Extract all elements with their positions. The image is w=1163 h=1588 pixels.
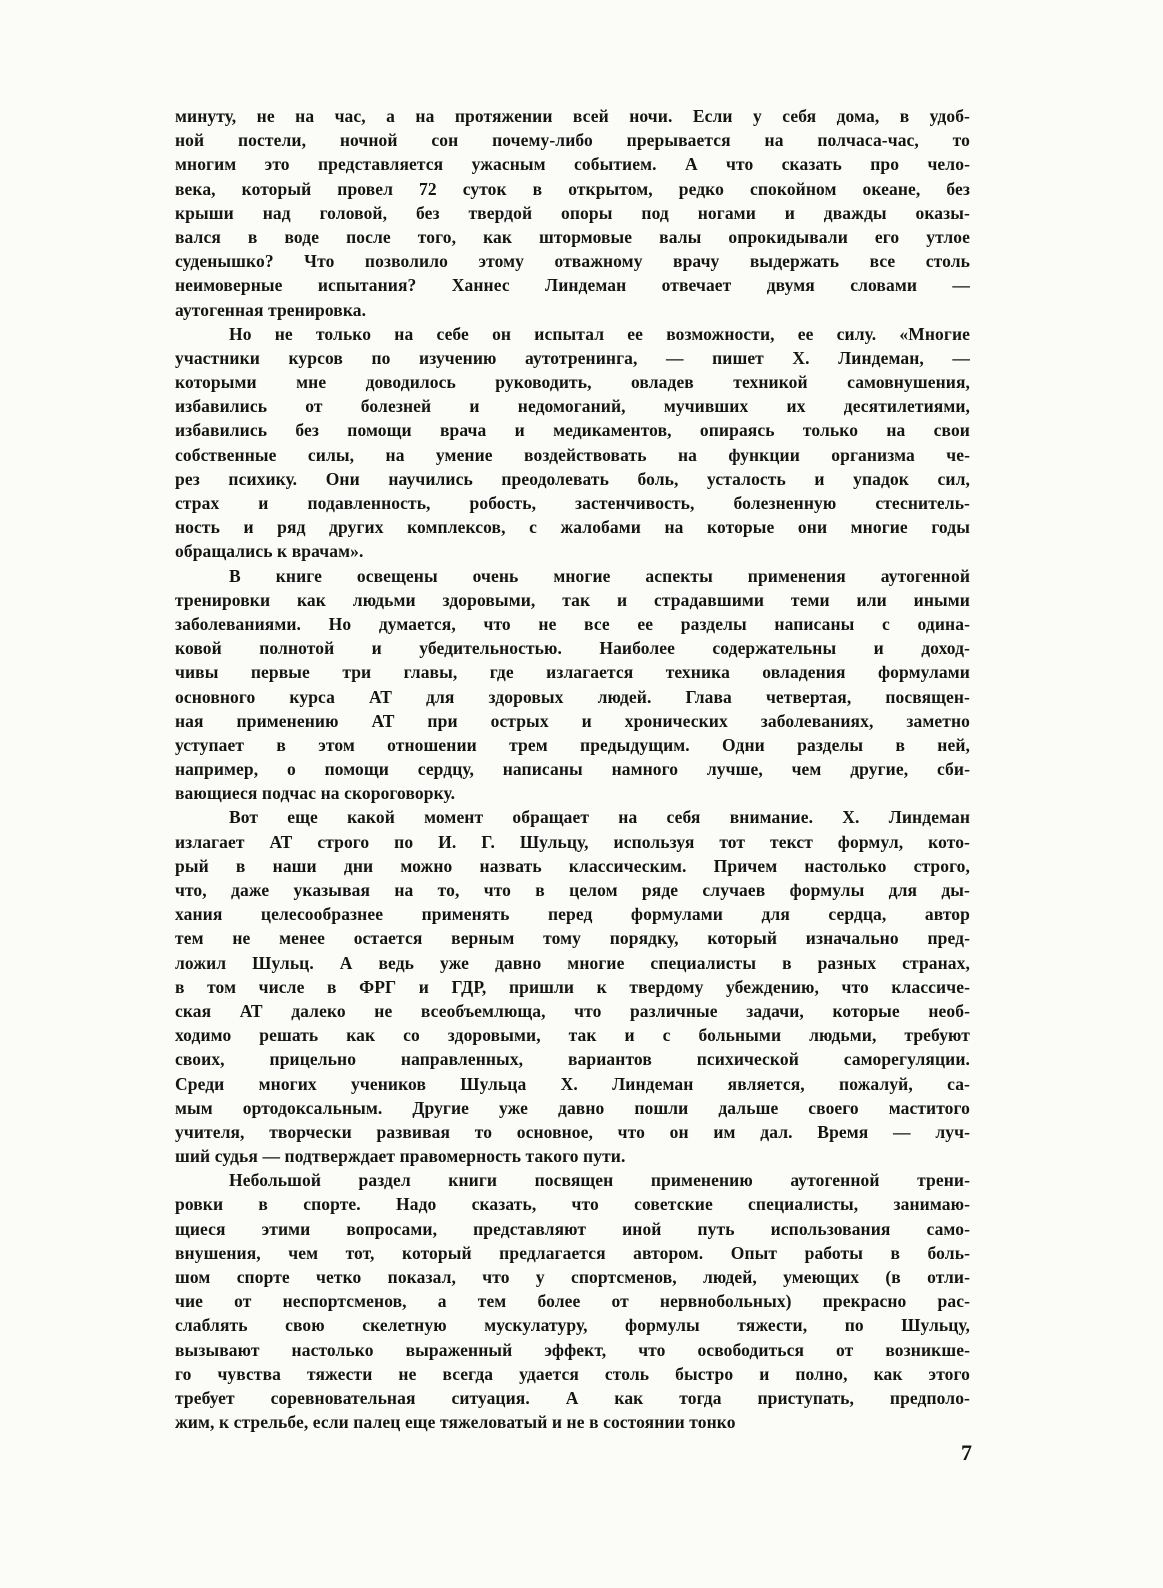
text-line: излагает АТ строго по И. Г. Шульцу, используя тот текст формул, кото- [175,831,970,852]
text-line: внушения, чем тот, который предлагается автором. Опыт работы в боль- [175,1242,970,1263]
text-line: ший судья — подтверждает правомерность такого пути. [175,1146,626,1167]
body-text [175,104,970,1434]
text-line: ская АТ далеко не всеобъемлюща, что различные задачи, которые необ- [175,1000,970,1021]
text-line: рез психику. Они научились преодолевать боль, усталость и упадок сил, [175,468,970,489]
page-number: 7 [961,1440,972,1465]
paragraph [175,564,970,806]
text-line: слаблять свою скелетную мускулатуру, формулы тяжести, по Шульцу, [175,1315,970,1336]
text-line: заболеваниями. Но думается, что не все ее разделы написаны с одина- [175,613,970,634]
text-line: Вот еще какой момент обращает на себя внимание. Х. Линдеман [229,807,970,828]
text-line: жим, к стрельбе, если палец еще тяжеловатый и не в состоянии тонко [175,1412,736,1433]
text-line: которыми мне доводилось руководить, овладев техникой самовнушения, [175,372,970,393]
text-line: щиеся этими вопросами, представляют иной путь использования само- [175,1218,970,1239]
paragraph [175,104,970,322]
text-line: избавились от болезней и недомоганий, мучивших их десятилетиями, [175,396,970,417]
text-line: тем не менее остается верным тому порядку, который изначально пред- [175,928,970,949]
text-line: избавились без помощи врача и медикаментов, опираясь только на свои [175,420,970,441]
text-line: ковой полнотой и убедительностью. Наиболее содержательны и доход- [175,638,970,659]
paragraph [175,1168,970,1434]
text-line: Но не только на себе он испытал ее возможности, ее силу. «Многие [229,323,970,344]
text-line: ность и ряд других комплексов, с жалобами на которые они многие годы [175,517,970,538]
text-line: суденышко? Что позволило этому отважному врачу выдержать все столь [175,251,970,272]
text-line: своих, прицельно направленных, вариантов психической саморегуляции. [175,1049,970,1070]
text-line: аутогенная тренировка. [175,299,367,320]
text-line: собственные силы, на умение воздействовать на функции организма че- [175,444,970,465]
text-line: рый в наши дни можно назвать классическим. Причем настолько строго, [175,855,970,876]
text-line: ложил Шульц. А ведь уже давно многие специалисты в разных странах, [175,952,970,973]
text-line: участники курсов по изучению аутотренинга, — пишет Х. Линдеман, — [175,347,970,368]
text-line: требует соревновательная ситуация. А как тогда приступать, предполо- [175,1387,970,1408]
text-line: уступает в этом отношении трем предыдущим. Одни разделы в ней, [175,734,970,755]
text-line: чие от неспортсменов, а тем более от нервнобольных) прекрасно рас- [175,1291,970,1312]
paragraph [175,322,970,564]
text-line: вызывают настолько выраженный эффект, что освободиться от возникше- [175,1339,970,1360]
text-line: неимоверные испытания? Ханнес Линдеман отвечает двумя словами — [175,275,970,296]
text-line: го чувства тяжести не всегда удается столь быстро и полно, как этого [175,1363,970,1384]
text-line: В книге освещены очень многие аспекты применения аутогенной [229,565,970,586]
text-line: в том числе в ФРГ и ГДР, пришли к твердому убеждению, что классиче- [175,976,970,997]
text-line: многим это представляется ужасным событием. А что сказать про чело- [175,154,970,175]
text-line: обращались к врачам». [175,541,364,562]
text-line: основного курса АТ для здоровых людей. Глава четвертая, посвящен- [175,686,970,707]
text-line: мым ортодоксальным. Другие уже давно пошли дальше своего маститого [175,1097,970,1118]
text-line: чивы первые три главы, где излагается техника овладения формулами [175,662,970,683]
text-line: Небольшой раздел книги посвящен применению аутогенной трени- [229,1170,970,1191]
text-line: учителя, творчески развивая то основное, что он им дал. Время — луч- [175,1121,970,1142]
text-line: например, о помощи сердцу, написаны намного лучше, чем другие, сби- [175,759,970,780]
text-line: что, даже указывая на то, что в целом ряде случаев формулы для ды- [175,880,970,900]
text-line: Среди многих учеников Шульца Х. Линдеман является, пожалуй, са- [175,1073,970,1094]
text-line: страх и подавленность, робость, застенчивость, болезненную стеснитель- [175,493,970,513]
text-line: вающиеся подчас на скороговорку. [175,783,456,804]
text-line: ходимо решать как со здоровыми, так и с больными людьми, требуют [175,1025,970,1046]
text-line: хания целесообразнее применять перед формулами для сердца, автор [175,904,970,925]
text-line: вался в воде после того, как штормовые валы опрокидывали его утлое [175,226,970,247]
paragraph [175,805,970,1168]
text-line: ная применению АТ при острых и хронических заболеваниях, заметно [175,710,970,731]
text-line: минуту, не на час, а на протяжении всей ночи. Если у себя дома, в удоб- [175,106,970,126]
text-line: ной постели, ночной сон почему-либо прерывается на полчаса-час, то [175,130,970,151]
text-line: ровки в спорте. Надо сказать, что советские специалисты, занимаю- [175,1194,970,1215]
text-line: крыши над головой, без твердой опоры под ногами и дважды оказы- [175,202,970,223]
text-line: века, который провел 72 суток в открытом, редко спокойном океане, без [175,178,970,199]
text-line: тренировки как людьми здоровыми, так и страдавшими теми или иными [175,589,970,610]
text-line: шом спорте четко показал, что у спортсменов, людей, умеющих (в отли- [175,1267,970,1287]
